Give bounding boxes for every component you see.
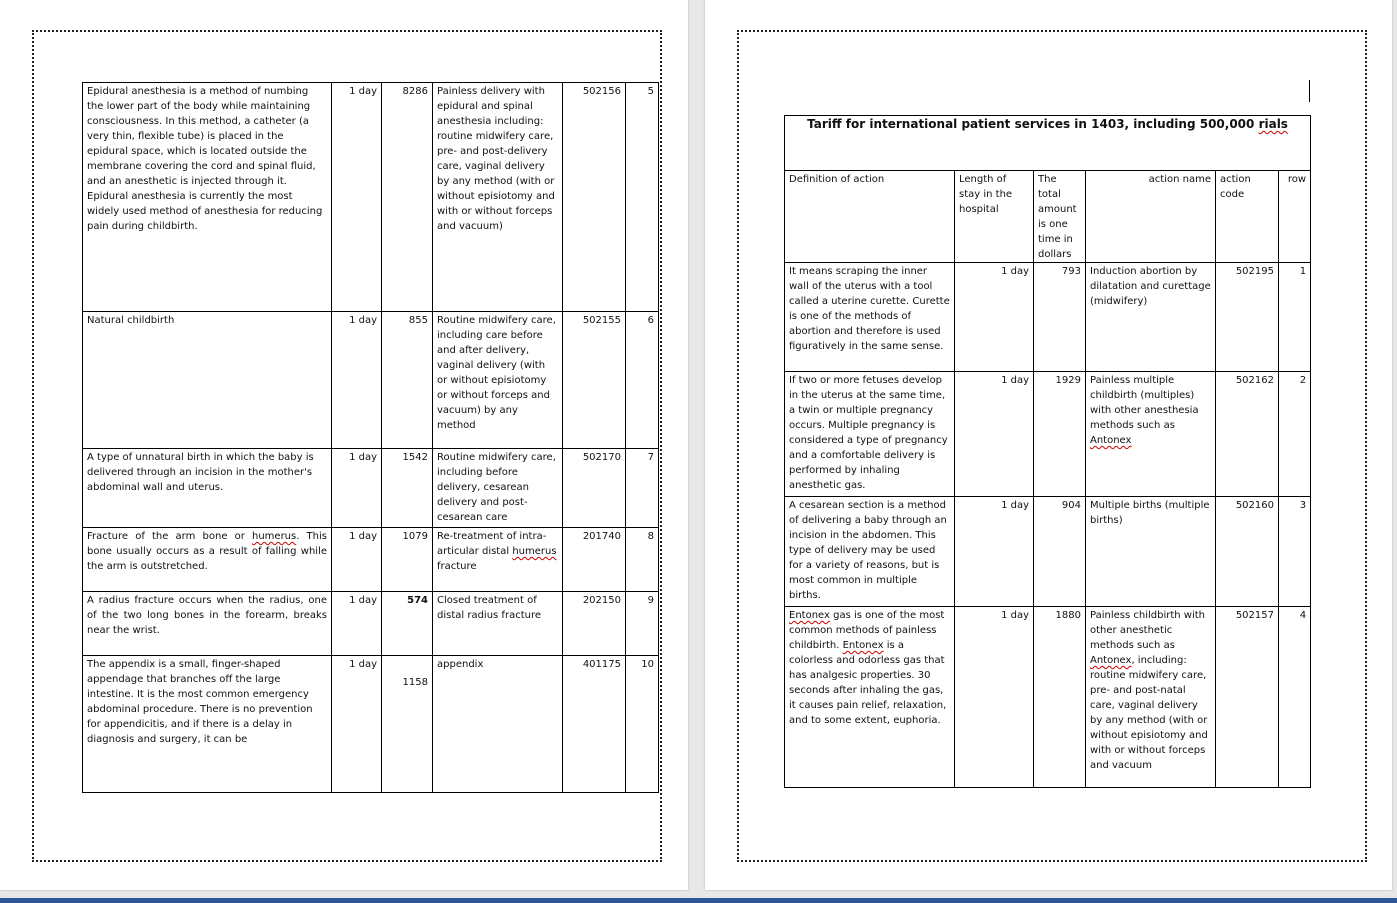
definition-text: . This bone usually occurs as a result of falling while the arm is outstretched. xyxy=(87,531,327,572)
tariff-table-continued xyxy=(82,82,659,793)
definition-text: gas is one of the most common methods of painless childbirth. xyxy=(789,610,945,651)
definition-cell[interactable]: A type of unnatural birth in which the baby is delivered through an incision in the mother's abdominal wall and uterus. xyxy=(83,449,332,528)
action-name-cell[interactable]: Induction abortion by dilatation and curettage (midwifery) xyxy=(1086,263,1216,372)
action-code-cell[interactable]: 201740 xyxy=(563,528,626,592)
table-row xyxy=(785,607,1311,788)
action-code-cell[interactable]: 502195 xyxy=(1216,263,1279,372)
action-name-cell[interactable]: Routine midwifery care, including before delivery, cesarean delivery and post-cesarean care xyxy=(433,449,563,528)
definition-cell[interactable] xyxy=(83,528,332,592)
spelling-flagged-word[interactable]: Antonex xyxy=(1090,655,1132,666)
amount-cell[interactable]: 1929 xyxy=(1034,372,1086,497)
spelling-flagged-word[interactable]: Entonex xyxy=(789,610,830,621)
stay-cell[interactable]: 1 day xyxy=(955,497,1034,607)
action-code-cell[interactable]: 502162 xyxy=(1216,372,1279,497)
spelling-flagged-word[interactable]: humerus xyxy=(512,546,557,557)
table-row xyxy=(83,528,659,592)
amount-cell[interactable]: 1880 xyxy=(1034,607,1086,788)
amount-cell[interactable]: 1542 xyxy=(382,449,433,528)
stay-cell[interactable]: 1 day xyxy=(332,83,382,312)
header-row[interactable]: row xyxy=(1279,171,1311,263)
row-number-cell[interactable]: 9 xyxy=(626,592,659,656)
table-row xyxy=(83,656,659,793)
action-name-cell[interactable] xyxy=(1086,372,1216,497)
action-code-cell[interactable]: 202150 xyxy=(563,592,626,656)
table-row xyxy=(785,263,1311,372)
header-stay[interactable]: Length of stay in the hospital xyxy=(955,171,1034,263)
stay-cell[interactable]: 1 day xyxy=(332,312,382,449)
action-name-cell[interactable]: appendix xyxy=(433,656,563,793)
table-row xyxy=(785,497,1311,607)
action-code-cell[interactable]: 401175 xyxy=(563,656,626,793)
action-text: Painless multiple childbirth (multiples) with other anesthesia methods such as xyxy=(1090,375,1199,431)
taskbar-strip xyxy=(0,898,1397,903)
action-code-cell[interactable]: 502156 xyxy=(563,83,626,312)
stay-cell[interactable]: 1 day xyxy=(332,656,382,793)
action-name-cell[interactable]: Painless delivery with epidural and spinal anesthesia including: routine midwifery care, pre- and post-delivery care, vaginal delivery by any method (with or without episiotomy and with or without forceps and vacuum) xyxy=(433,83,563,312)
action-text: Painless childbirth with other anesthetic methods such as xyxy=(1090,610,1205,651)
definition-cell[interactable]: Epidural anesthesia is a method of numbing the lower part of the body while maintaining consciousness. In this method, a catheter (a very thin, flexible tube) is placed in the epidural space, which is located outside the membrane covering the cord and spinal fluid, and an anesthetic is injected through it. Epidural anesthesia is currently the most widely used method of anesthesia for reducing pain during childbirth. xyxy=(83,83,332,312)
definition-cell[interactable] xyxy=(785,607,955,788)
tariff-table xyxy=(784,115,1311,788)
action-code-cell[interactable]: 502157 xyxy=(1216,607,1279,788)
table-title[interactable] xyxy=(785,116,1311,171)
stay-cell[interactable]: 1 day xyxy=(332,592,382,656)
spelling-flagged-word[interactable]: rials xyxy=(1258,117,1288,131)
stay-cell[interactable]: 1 day xyxy=(955,372,1034,497)
definition-text: Fracture of the arm bone or xyxy=(87,531,252,542)
table-row xyxy=(785,372,1311,497)
stay-cell[interactable]: 1 day xyxy=(955,607,1034,788)
action-name-cell[interactable]: Multiple births (multiple births) xyxy=(1086,497,1216,607)
definition-cell[interactable]: Natural childbirth xyxy=(83,312,332,449)
table-header-row xyxy=(785,171,1311,263)
definition-cell[interactable]: A radius fracture occurs when the radius, one of the two long bones in the forearm, breaks near the wrist. xyxy=(83,592,332,656)
action-code-cell[interactable]: 502160 xyxy=(1216,497,1279,607)
table-title-row xyxy=(785,116,1311,171)
amount-cell[interactable]: 1079 xyxy=(382,528,433,592)
row-number-cell[interactable]: 3 xyxy=(1279,497,1311,607)
table-row xyxy=(83,83,659,312)
amount-cell[interactable]: 8286 xyxy=(382,83,433,312)
action-text: fracture xyxy=(437,561,477,572)
title-text: Tariff for international patient services in 1403, including 500,000 xyxy=(807,117,1259,131)
definition-cell[interactable]: The appendix is a small, finger-shaped appendage that branches off the large intestine. It is the most common emergency abdominal procedure. There is no prevention for appendicitis, and if there is a delay in diagnosis and surgery, it can be xyxy=(83,656,332,793)
action-name-cell[interactable]: Routine midwifery care, including care before and after delivery, vaginal delivery (with or without episiotomy or without forceps and vacuum) by any method xyxy=(433,312,563,449)
definition-text: is a colorless and odorless gas that has analgesic properties. 30 seconds after inhaling the gas, it causes pain relief, relaxation, and to some extent, euphoria. xyxy=(789,640,947,726)
action-text: , including: routine midwifery care, pre- and post-natal care, vaginal delivery by any method (with or without episiotomy and with or without forceps and vacuum xyxy=(1090,655,1208,771)
header-definition[interactable]: Definition of action xyxy=(785,171,955,263)
action-name-cell[interactable]: Closed treatment of distal radius fracture xyxy=(433,592,563,656)
row-number-cell[interactable]: 6 xyxy=(626,312,659,449)
table-row xyxy=(83,312,659,449)
table-row xyxy=(83,449,659,528)
stay-cell[interactable]: 1 day xyxy=(955,263,1034,372)
row-number-cell[interactable]: 4 xyxy=(1279,607,1311,788)
row-number-cell[interactable]: 8 xyxy=(626,528,659,592)
spelling-flagged-word[interactable]: Entonex xyxy=(842,640,884,651)
row-number-cell[interactable]: 10 xyxy=(626,656,659,793)
definition-cell[interactable]: It means scraping the inner wall of the uterus with a tool called a uterine curette. Curette is one of the methods of abortion and therefore is used figuratively in the same sense. xyxy=(785,263,955,372)
amount-cell[interactable]: 793 xyxy=(1034,263,1086,372)
row-number-cell[interactable]: 7 xyxy=(626,449,659,528)
row-number-cell[interactable]: 1 xyxy=(1279,263,1311,372)
spelling-flagged-word[interactable]: humerus xyxy=(252,531,297,542)
header-action-code[interactable]: action code xyxy=(1216,171,1279,263)
definition-cell[interactable]: A cesarean section is a method of delivering a baby through an incision in the abdomen. This type of delivery may be used for a variety of reasons, but is most common in multiple births. xyxy=(785,497,955,607)
table-row xyxy=(83,592,659,656)
amount-cell[interactable]: 904 xyxy=(1034,497,1086,607)
definition-cell[interactable]: If two or more fetuses develop in the uterus at the same time, a twin or multiple pregnancy occurs. Multiple pregnancy is considered a type of pregnancy and a comfortable delivery is performed by inhaling anesthetic gas. xyxy=(785,372,955,497)
header-action-name[interactable]: action name xyxy=(1086,171,1216,263)
stay-cell[interactable]: 1 day xyxy=(332,449,382,528)
action-code-cell[interactable]: 502155 xyxy=(563,312,626,449)
stay-cell[interactable]: 1 day xyxy=(332,528,382,592)
amount-cell[interactable]: 855 xyxy=(382,312,433,449)
action-code-cell[interactable]: 502170 xyxy=(563,449,626,528)
spelling-flagged-word[interactable]: Antonex xyxy=(1090,435,1132,446)
amount-cell[interactable]: 574 xyxy=(382,592,433,656)
amount-cell[interactable]: 1158 xyxy=(382,656,433,793)
text-cursor xyxy=(1309,80,1310,102)
action-name-cell[interactable] xyxy=(433,528,563,592)
action-text: Re-treatment of intra-articular distal xyxy=(437,531,547,557)
action-name-cell[interactable] xyxy=(1086,607,1216,788)
row-number-cell[interactable]: 2 xyxy=(1279,372,1311,497)
header-amount[interactable]: The total amount is one time in dollars xyxy=(1034,171,1086,263)
row-number-cell[interactable]: 5 xyxy=(626,83,659,312)
